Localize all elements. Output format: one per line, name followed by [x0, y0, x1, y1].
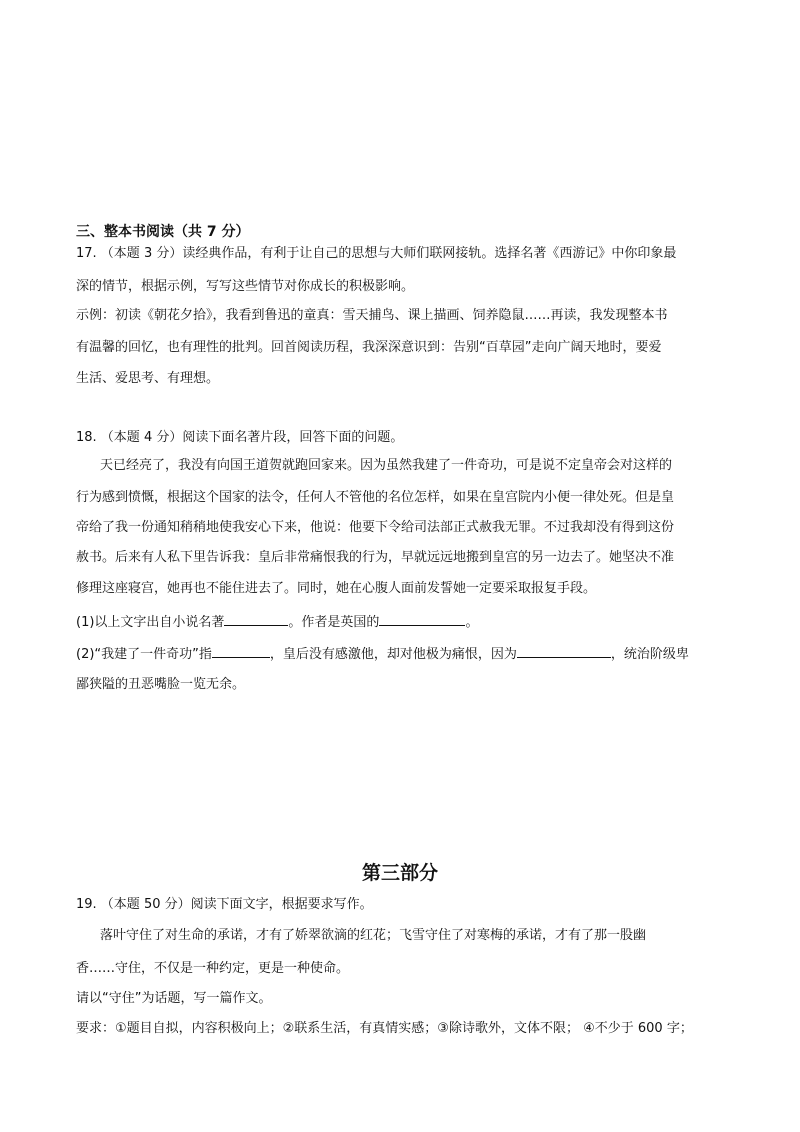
section-heading: 三、整本书阅读（共 7 分）	[76, 224, 250, 240]
answer-blank-reason[interactable]	[517, 645, 611, 658]
sub-question-2	[76, 645, 689, 663]
question-19-line-1: 19. （本题 50 分）阅读下面文字，根据要求写作。	[76, 897, 373, 912]
writing-task: 请以“守住”为话题，写一篇作文。	[76, 991, 272, 1006]
excerpt-line-3: 帝给了我一份通知稍稍地使我安心下来，他说：他要下令给司法部正式赦我无罪。不过我却没有得到这份	[76, 520, 675, 535]
sub-question-2-text-b: ，皇后没有感激他，却对他极为痛恨，因为	[269, 647, 517, 662]
excerpt-line-4: 赦书。后来有人私下里告诉我：皇后非常痛恨我的行为，早就远远地搬到皇宫的另一边去了。她坚决不准	[76, 550, 675, 565]
part-title: 第三部分	[361, 862, 438, 884]
excerpt-line-2: 行为感到愤慨，根据这个国家的法令，任何人不管他的名位怎样，如果在皇宫院内小便一律处死。但是皇	[76, 490, 675, 505]
question-18-line-1: 18. （本题 4 分）阅读下面名著片段，回答下面的问题。	[76, 430, 404, 445]
excerpt-line-5: 修理这座寝宫，她再也不能住进去了。同时，她在心腹人面前发誓她一定要采取报复手段。	[76, 581, 597, 596]
sub-question-2-text-c: ，统治阶级卑	[610, 647, 689, 662]
answer-blank-feat[interactable]	[212, 645, 270, 658]
question-17-line-2: 深的情节，根据示例，写写这些情节对你成长的积极影响。	[76, 279, 415, 294]
example-line-1: 示例：初读《朝花夕拾》，我看到鲁迅的童真：雪天捕鸟、课上描画、饲养隐鼠……再读，我发现整本书	[76, 308, 668, 323]
sub-question-1-text-c: 。	[465, 615, 479, 630]
writing-requirements: 要求：①题目自拟，内容积极向上；②联系生活，有真情实感；③除诗歌外，文体不限； ④不少于 600 字；	[76, 1021, 693, 1036]
sub-question-2-text-a: (2)“我建了一件奇功”指	[76, 647, 212, 662]
example-line-2: 有温馨的回忆，也有理性的批判。回首阅读历程，我深深意识到：告别“百草园”走向广阔天地时，要爱	[76, 340, 662, 355]
sub-question-1-text-a: (1)以上文字出自小说名著	[76, 615, 225, 630]
sub-question-2-line-2: 鄙狭隘的丑恶嘴脸一览无余。	[76, 677, 246, 692]
sub-question-1	[76, 613, 478, 631]
prompt-line-2: 香……守住，不仅是一种约定，更是一种使命。	[76, 961, 350, 976]
sub-question-1-text-b: 。作者是英国的	[288, 615, 380, 630]
answer-blank-author[interactable]	[379, 613, 465, 626]
excerpt-line-1: 天已经亮了，我没有向国王道贺就跑回家来。因为虽然我建了一件奇功，可是说不定皇帝会对这样的	[100, 458, 673, 473]
question-17-line-1: 17. （本题 3 分）读经典作品，有利于让自己的思想与大师们联网接轨。选择名著《西游记》中你印象最	[76, 246, 677, 261]
prompt-line-1: 落叶守住了对生命的承诺，才有了娇翠欲滴的红花；飞雪守住了对寒梅的承诺，才有了那一股幽	[100, 928, 647, 943]
answer-blank-novel[interactable]	[224, 613, 288, 626]
example-line-3: 生活、爱思考、有理想。	[76, 371, 220, 386]
